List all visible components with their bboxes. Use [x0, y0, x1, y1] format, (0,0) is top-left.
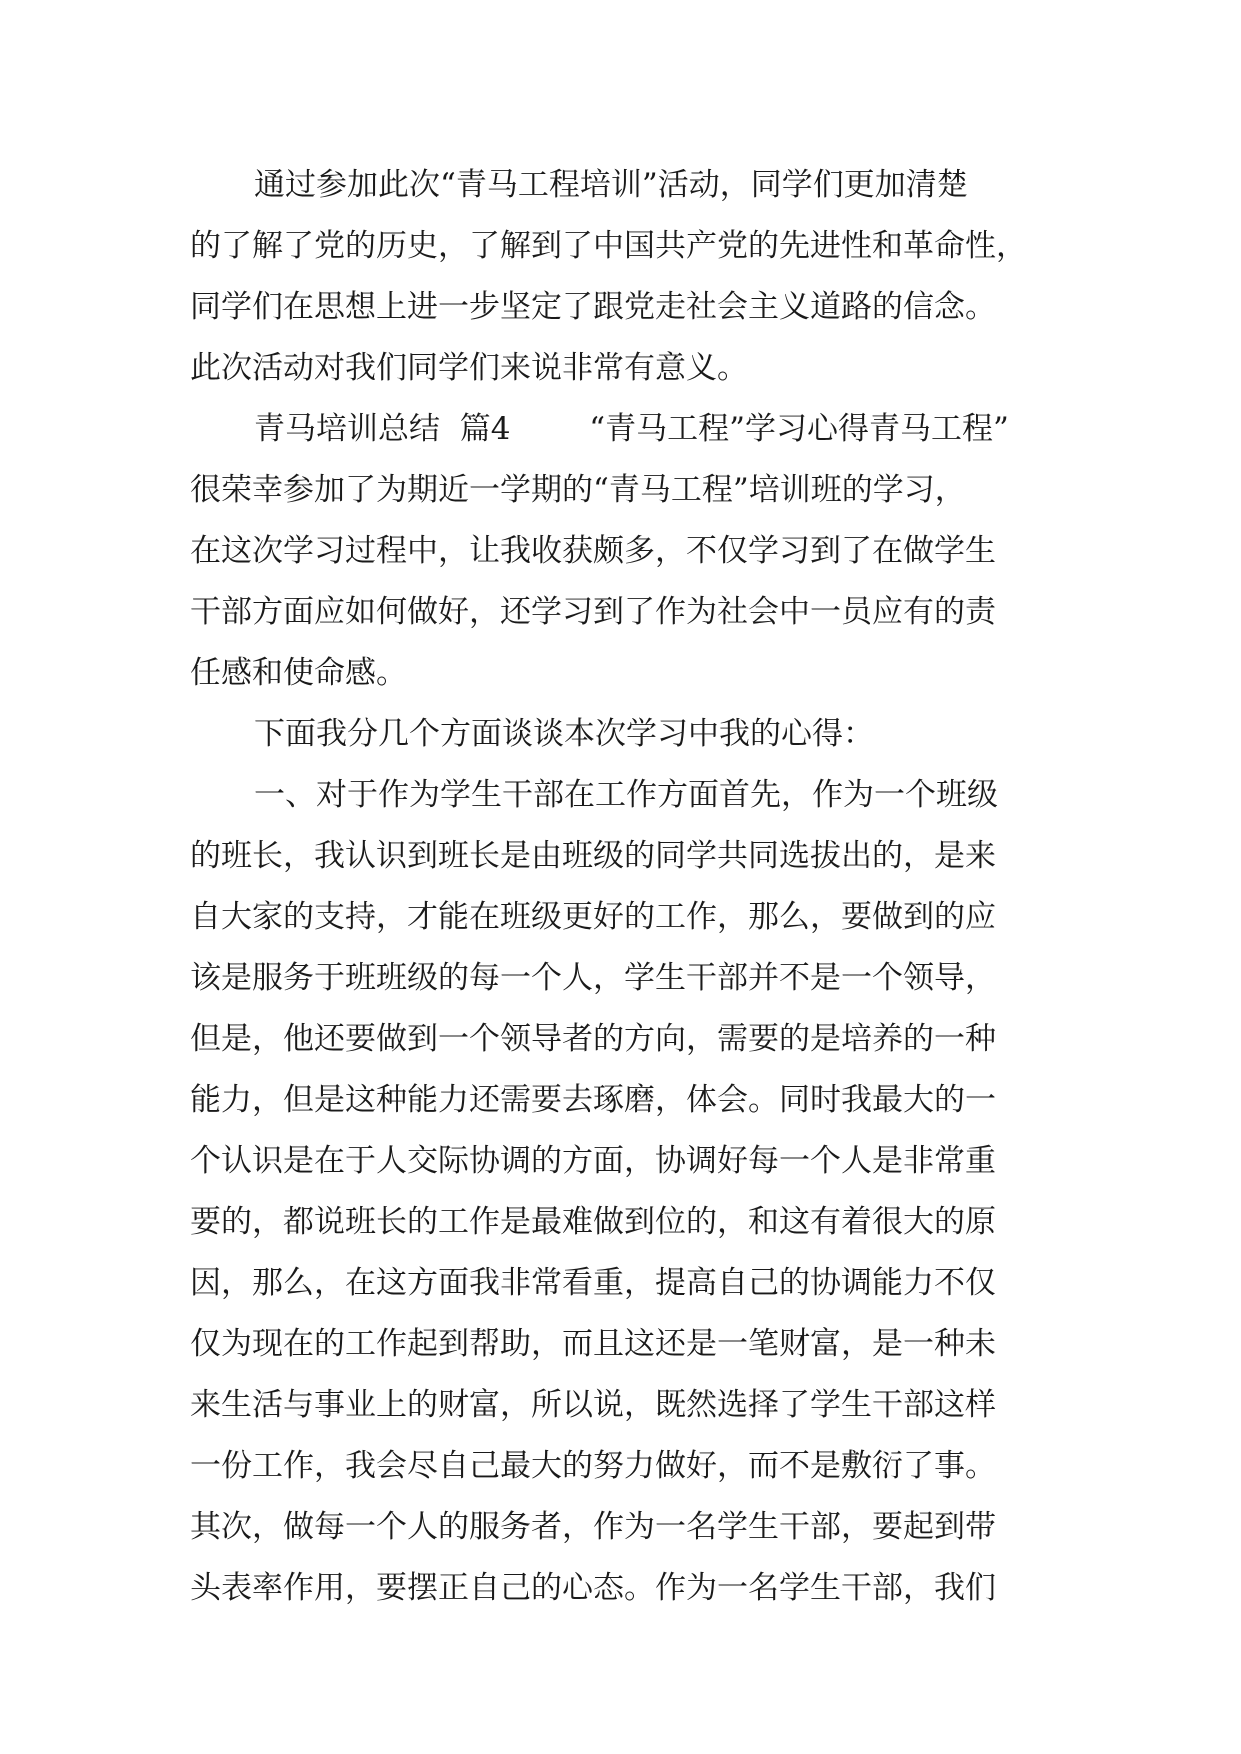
text-line: 干部方面应如何做好，还学习到了作为社会中一员应有的责 [190, 594, 996, 630]
text-line: 下面我分几个方面谈谈本次学习中我的心得： [254, 716, 874, 752]
text-line: 但是，他还要做到一个领导者的方向，需要的是培养的一种 [190, 1021, 996, 1057]
text-line: 仅为现在的工作起到帮助，而且这还是一笔财富，是一种未 [190, 1326, 996, 1362]
text-line: 头表率作用，要摆正自己的心态。作为一名学生干部，我们 [190, 1570, 996, 1606]
text-line: 能力，但是这种能力还需要去琢磨，体会。同时我最大的一 [190, 1082, 996, 1118]
text-line: 要的，都说班长的工作是最难做到位的，和这有着很大的原 [190, 1204, 996, 1240]
text-line: 的班长，我认识到班长是由班级的同学共同选拔出的，是来 [190, 838, 996, 874]
text-line: 来生活与事业上的财富，所以说，既然选择了学生干部这样 [190, 1387, 996, 1423]
text-line: 该是服务于班班级的每一个人，学生干部并不是一个领导， [190, 960, 996, 996]
text-line: 此次活动对我们同学们来说非常有意义。 [190, 350, 748, 386]
text-line: 通过参加此次“青马工程培训”活动，同学们更加清楚 [254, 167, 968, 203]
text-line: 因，那么，在这方面我非常看重，提高自己的协调能力不仅 [190, 1265, 996, 1301]
text-line: 一份工作，我会尽自己最大的努力做好，而不是敷衍了事。 [190, 1448, 996, 1484]
text-line: 任感和使命感。 [190, 655, 407, 691]
text-line: 很荣幸参加了为期近一学期的“青马工程”培训班的学习， [190, 472, 966, 508]
text-line: 其次，做每一个人的服务者，作为一名学生干部，要起到带 [190, 1509, 996, 1545]
text-line: 个认识是在于人交际协调的方面，协调好每一个人是非常重 [190, 1143, 996, 1179]
text-line: 自大家的支持，才能在班级更好的工作，那么，要做到的应 [190, 899, 996, 935]
text-line: 在这次学习过程中，让我收获颇多，不仅学习到了在做学生 [190, 533, 996, 569]
text-line: 同学们在思想上进一步坚定了跟党走社会主义道路的信念。 [190, 289, 996, 325]
text-line: 的了解了党的历史，了解到了中国共产党的先进性和革命性， [190, 228, 1027, 264]
section-heading-line: 青马培训总结 篇4 “青马工程”学习心得青马工程” [254, 411, 1009, 447]
text-line: 一、对于作为学生干部在工作方面首先，作为一个班级 [254, 777, 998, 813]
